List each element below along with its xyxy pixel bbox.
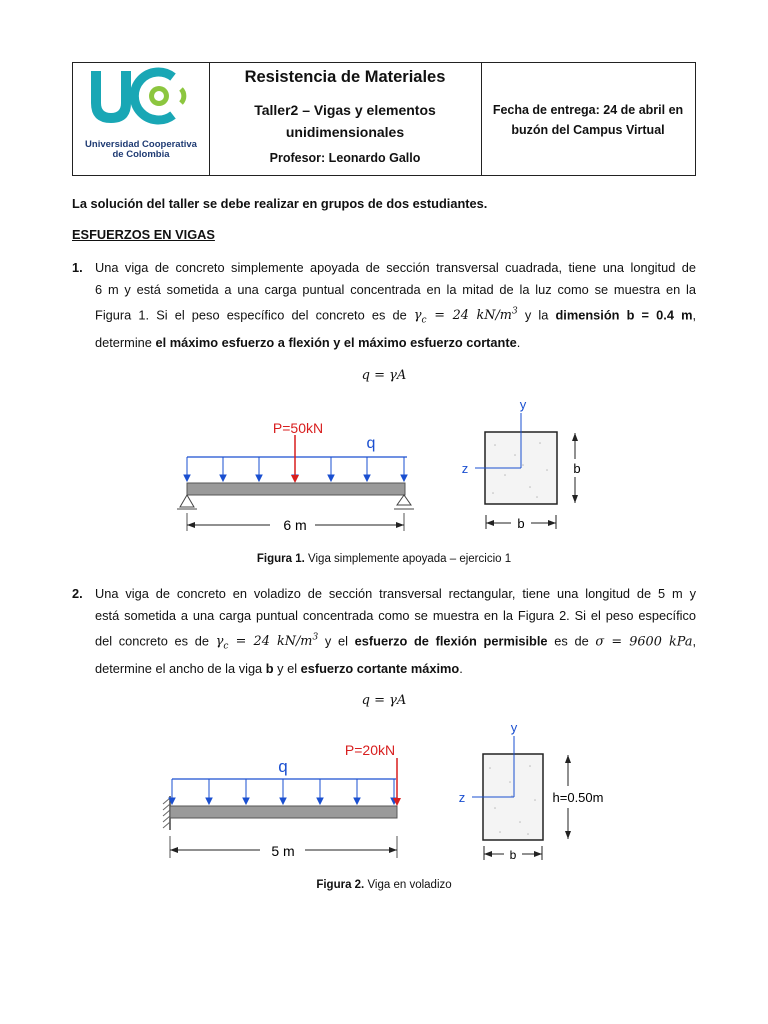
p2-line-1: Una viga de concreto en voladizo de sección transversal rectangular, tiene una longitud de 5 m y <box>95 586 696 601</box>
z-label-1: z <box>461 461 469 476</box>
section-title: ESFUERZOS EN VIGAS <box>72 227 215 242</box>
load-label-1: P=50kN <box>272 420 324 436</box>
problem-1 <box>72 257 697 350</box>
h-label-2: h=0.50m <box>552 790 604 805</box>
p1-line-3: Figura 1. Si el peso específico del concreto es de $\gamma_c = 24$ $kN/m^3$ y la dimensión b = 0.4 m, <box>95 307 697 326</box>
due-date-cell <box>481 63 695 175</box>
problem-2-text <box>95 583 696 680</box>
p2-line-2: está sometida a una carga puntual concentrada como se muestra en la Figura 2. Si el peso específico <box>95 608 696 623</box>
equation-2: q = γA <box>361 693 407 708</box>
span-label-2: 5 m <box>271 843 295 859</box>
logo-text-1: Universidad Cooperativa <box>85 139 197 150</box>
logo-cell <box>73 63 210 175</box>
p1-gamma: $\gamma_c = 24$ $kN/m^3$ <box>413 307 518 326</box>
dist-label-1: q <box>366 435 376 452</box>
b-bottom-label-1: b <box>517 516 525 531</box>
p2-sigma: σ = 9600 kPa <box>595 634 693 650</box>
p1-line-3b: y la <box>524 307 549 323</box>
b-bottom-label-2: b <box>509 848 517 862</box>
b-side-label-1: b <box>573 461 581 476</box>
due-line-1: Fecha de entrega: 24 de abril en <box>492 103 684 117</box>
document-subtitle <box>209 99 481 143</box>
z-label-2: z <box>458 790 466 805</box>
logo-text-2: de Colombia <box>112 149 170 160</box>
p2-line-3: del concreto es de $\gamma_c = 24$ $kN/m^3$ y el esfuerzo de flexión permisible es de σ = 9600 kPa, <box>95 633 697 652</box>
p1-line-1: Una viga de concreto simplemente apoyada de sección transversal cuadrada, tiene una longitud de <box>95 260 696 275</box>
figure-1 <box>175 395 595 545</box>
p2-request: esfuerzo cortante máximo <box>300 660 460 676</box>
p1-line-3a: Figura 1. Si el peso específico del concreto es de <box>95 307 407 323</box>
p2-line-4: determine el ancho de la viga b y el esfuerzo cortante máximo. <box>95 660 463 676</box>
problem-1-text <box>95 257 696 354</box>
p1-line-4: determine el máximo esfuerzo a flexión y el máximo esfuerzo cortante. <box>95 334 521 350</box>
span-label-1: 6 m <box>283 517 307 533</box>
problem-2 <box>72 583 697 676</box>
title-cell <box>209 63 482 175</box>
dist-label-2: q <box>278 757 288 776</box>
p1-request: el máximo esfuerzo a flexión y el máximo esfuerzo cortante <box>155 334 517 350</box>
problem-1-number: 1. <box>72 260 83 275</box>
problem-2-number: 2. <box>72 586 83 601</box>
university-logo <box>73 63 209 175</box>
due-date <box>487 100 689 140</box>
document-title: Resistencia de Materiales <box>244 68 446 86</box>
figure-1-caption: Figura 1. Viga simplemente apoyada – ejercicio 1 <box>256 553 512 565</box>
y-label-2: y <box>510 720 518 735</box>
figure-2-caption: Figura 2. Viga en voladizo <box>316 879 452 891</box>
subtitle-line-1: Taller2 – Vigas y elementos <box>254 102 436 118</box>
intro-text: La solución del taller se debe realizar en grupos de dos estudiantes. <box>72 196 488 211</box>
y-label-1: y <box>519 397 527 412</box>
due-line-2: buzón del Campus Virtual <box>511 123 665 137</box>
p1-dimension: dimensión b = 0.4 m <box>555 307 693 323</box>
p2-allowable-stress: esfuerzo de flexión permisible <box>354 633 548 649</box>
load-label-2: P=20kN <box>344 742 396 758</box>
professor-name: Profesor: Leonardo Gallo <box>269 151 421 165</box>
header-table <box>72 62 696 176</box>
figure-2 <box>150 718 620 868</box>
subtitle-line-2: unidimensionales <box>285 124 405 140</box>
p1-line-2: 6 m y está sometida a una carga puntual concentrada en la mitad de la luz como se muestra en la <box>95 282 696 297</box>
equation-1: q = γA <box>361 368 407 383</box>
p2-gamma: $\gamma_c = 24$ $kN/m^3$ <box>215 633 319 652</box>
